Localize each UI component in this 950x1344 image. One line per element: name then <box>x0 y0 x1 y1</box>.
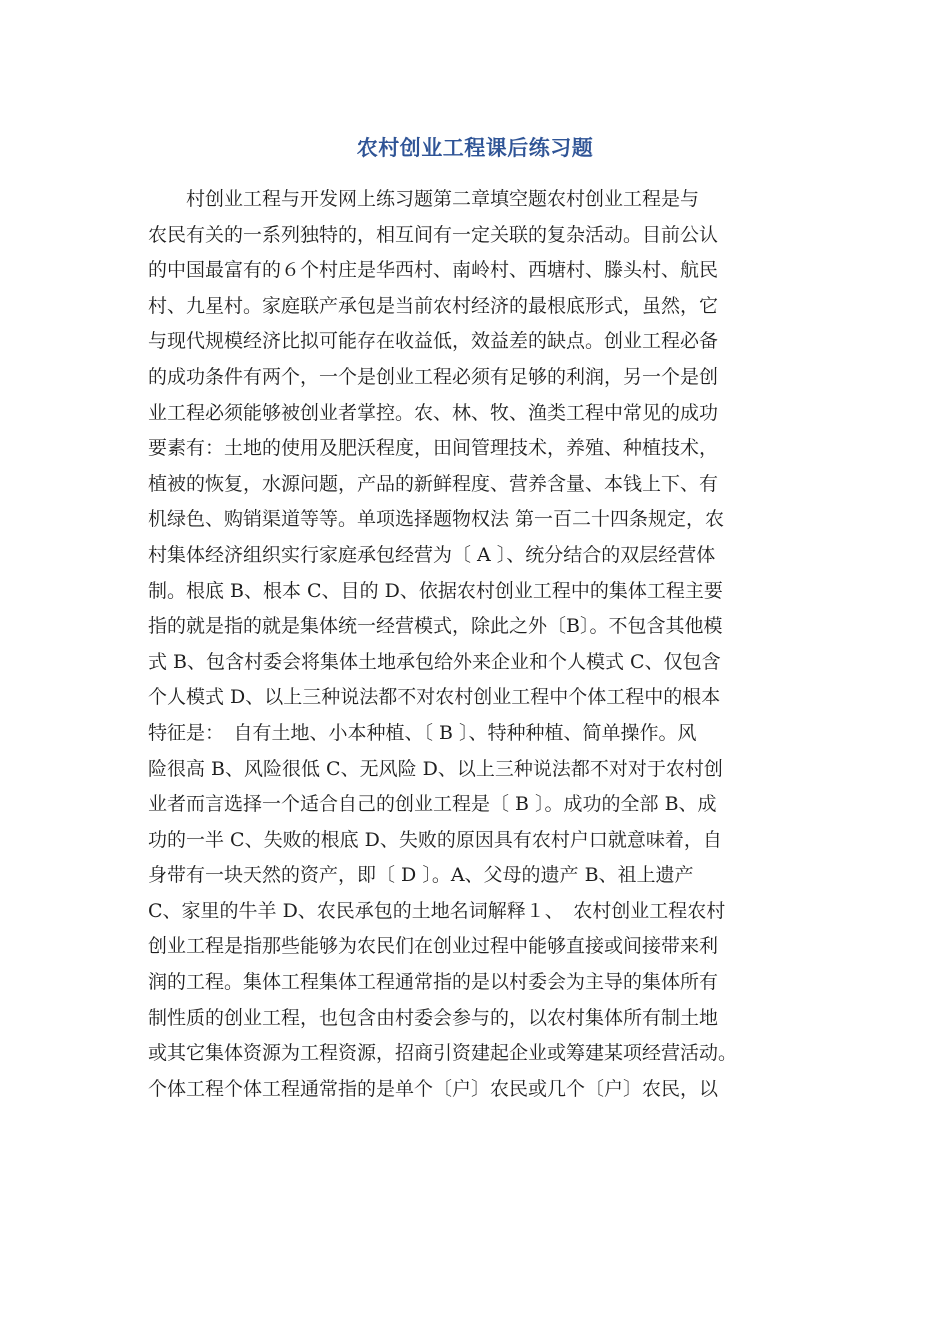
text-line: 制。根底 B、根本 C、目的 D、依据农村创业工程中的集体工程主要 <box>148 579 723 602</box>
text-line: 村、九星村。家庭联产承包是当前农村经济的最根底形式，虽然，它 <box>148 294 719 317</box>
text-line: 个体工程个体工程通常指的是单个〔户〕农民或几个〔户〕农民，以 <box>148 1077 719 1100</box>
text-line: 农民有关的一系列独特的，相互间有一定关联的复杂活动。目前公认 <box>148 223 719 246</box>
text-line: 创业工程是指那些能够为农民们在创业过程中能够直接或间接带来利 <box>148 935 719 958</box>
text-line: 制性质的创业工程，也包含由村委会参与的，以农村集体所有制土地 <box>148 1006 719 1029</box>
text-line: C、家里的牛羊 D、农民承包的土地名词解释１、 农村创业工程农村 <box>148 899 726 922</box>
text-line: 指的就是指的就是集体统一经营模式，除此之外〔B〕。不包含其他模 <box>148 615 723 638</box>
text-line: 的中国最富有的６个村庄是华西村、南岭村、西塘村、滕头村、航民 <box>148 259 719 282</box>
text-line: 村创业工程与开发网上练习题第二章填空题农村创业工程是与 <box>186 188 700 210</box>
text-line: 身带有一块天然的资产，即〔 D 〕。A、父母的遗产 B、祖上遗产 <box>148 864 694 887</box>
text-line: 润的工程。集体工程集体工程通常指的是以村委会为主导的集体所有 <box>148 971 719 994</box>
text-line: 或其它集体资源为工程资源，招商引资建起企业或筹建某项经营活动。 <box>148 1042 738 1065</box>
text-line: 与现代规模经济比拟可能存在收益低，效益差的缺点。创业工程必备 <box>148 330 719 353</box>
text-line: 村集体经济组织实行家庭承包经营为〔 A 〕、统分结合的双层经营体 <box>148 543 716 566</box>
text-line: 机绿色、购销渠道等等。单项选择题物权法 第一百二十四条规定，农 <box>148 508 725 531</box>
document-title: 农村创业工程课后练习题 <box>356 136 594 160</box>
text-line: 特征是： 自有土地、小本种植、〔 B 〕、特种种植、简单操作。风 <box>148 721 697 744</box>
text-line: 功的一半 C、失败的根底 D、失败的原因具有农村户口就意味着，自 <box>148 828 722 851</box>
text-line: 的成功条件有两个，一个是创业工程必须有足够的利润，另一个是创 <box>148 365 719 388</box>
text-line: 业工程必须能够被创业者掌控。农、林、牧、渔类工程中常见的成功 <box>148 401 719 424</box>
text-line: 要素有：土地的使用及肥沃程度，田间管理技术，养殖、种植技术， <box>148 437 719 460</box>
text-line: 式 B、包含村委会将集体土地承包给外来企业和个人模式 C、仅包含 <box>148 650 721 673</box>
document-body <box>148 182 806 1107</box>
text-line: 个人模式 D、以上三种说法都不对农村创业工程中个体工程中的根本 <box>148 686 721 709</box>
text-line: 险很高 B、风险很低 C、无风险 D、以上三种说法都不对对于农村创 <box>148 757 723 780</box>
text-line: 植被的恢复，水源问题，产品的新鲜程度、营养含量、本钱上下、有 <box>148 472 719 495</box>
text-line: 业者而言选择一个适合自己的创业工程是〔 B 〕。成功的全部 B、成 <box>148 793 717 816</box>
